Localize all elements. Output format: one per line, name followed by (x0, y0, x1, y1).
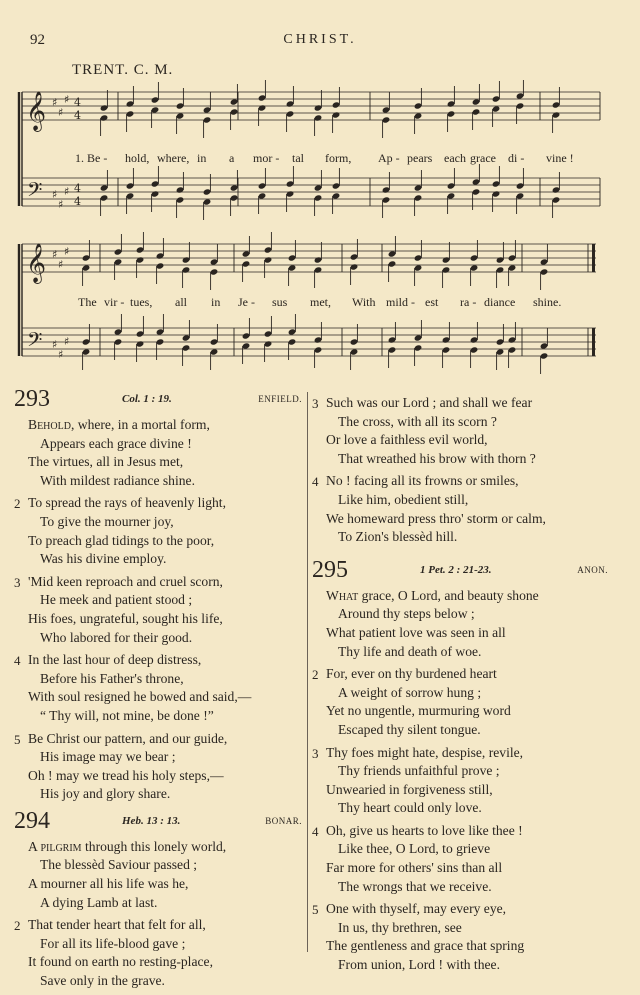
line-text: The virtues, all in Jesus met, (28, 454, 184, 470)
hymn-line (312, 799, 612, 818)
line-text: Oh, give us hearts to love like thee ! (326, 822, 523, 838)
line-text: A weight of sorrow hung ; (338, 684, 482, 700)
right-column (312, 386, 612, 979)
key-sharp: ♯ (58, 198, 64, 211)
bass-clef: 𝄢 (27, 178, 43, 206)
lyric-syllable: Je - (238, 295, 255, 309)
hymn-line (312, 878, 612, 897)
key-sharp: ♯ (52, 338, 58, 351)
hymn-line (312, 822, 612, 841)
key-sharp: ♯ (64, 185, 70, 198)
hymn-line (312, 624, 612, 643)
key-sharp: ♯ (52, 96, 58, 109)
column-divider (307, 392, 308, 952)
left-column (14, 386, 306, 995)
treble-clef: 𝄞 (26, 91, 47, 131)
hymn-number: 293 (14, 386, 50, 412)
hymn-line (312, 605, 612, 624)
hymn-line (14, 707, 306, 726)
hymn-line (14, 670, 306, 689)
line-text: The gentleness and grace that spring (326, 938, 525, 954)
line-text: One with thyself, may every eye, (326, 901, 507, 917)
lyric-syllable: With (352, 295, 376, 309)
hymn-line (14, 513, 306, 532)
hymn-line (312, 721, 612, 740)
hymn-line (312, 510, 612, 529)
hymn-line (312, 900, 612, 919)
hymn-line (312, 665, 612, 684)
key-sharp: ♯ (64, 93, 70, 106)
line-text: Unwearied in forgiveness still, (326, 781, 493, 797)
line-text: To preach glad tidings to the poor, (28, 532, 215, 548)
line-text: Escaped thy silent tongue. (338, 721, 481, 737)
scripture-reference: 1 Pet. 2 : 21-23. (420, 563, 492, 576)
line-text: For all its life-blood gave ; (40, 935, 186, 951)
hymn-line (14, 573, 306, 592)
stanza-number: 4 (312, 823, 319, 839)
hymn-line (312, 781, 612, 800)
line-text: Before his Father's throne, (40, 670, 184, 686)
hymn-line (14, 688, 306, 707)
time-sig: 4 (74, 109, 81, 122)
hymn-number: 294 (14, 807, 50, 834)
hymn-294-continued (312, 386, 612, 547)
key-sharp: ♯ (52, 248, 58, 261)
hymn-line (312, 859, 612, 878)
hymn-line (14, 591, 306, 610)
hymn-line (14, 435, 306, 454)
hymn-line (14, 550, 306, 569)
line-text: That tender heart that felt for all, (28, 917, 206, 933)
line-text: Thy life and death of woe. (338, 643, 482, 659)
hymn-line (14, 748, 306, 767)
line-text: The cross, with all its scorn ? (338, 413, 497, 429)
line-text: To Zion's blessèd hill. (338, 529, 458, 545)
lyric-syllable: shine. (533, 295, 562, 309)
lyric-syllable: in (197, 151, 207, 165)
treble-clef: 𝄞 (26, 243, 47, 283)
line-text: In the last hour of deep distress, (28, 652, 202, 668)
lyric-syllable: pears (407, 151, 433, 165)
scripture-reference: Heb. 13 : 13. (122, 814, 181, 827)
stanza (14, 651, 306, 725)
line-text: Who labored for their good. (40, 629, 193, 645)
line-text: Like thee, O Lord, to grieve (338, 841, 491, 857)
final-barline (592, 244, 595, 272)
hymn-line (14, 532, 306, 551)
hymn-line (14, 610, 306, 629)
music-score (0, 80, 640, 390)
hymn-line (14, 730, 306, 749)
time-sig: 4 (74, 96, 81, 109)
stanza (14, 916, 306, 990)
hymn-line (14, 472, 306, 491)
hymn-number: 295 (312, 556, 348, 583)
line-text: That wreathed his brow with thorn ? (338, 450, 536, 466)
stanza-number: 5 (312, 902, 319, 918)
key-sharp: ♯ (58, 348, 64, 361)
stanza (14, 573, 306, 647)
lyric-syllable: Ap - (378, 151, 400, 165)
stanza (312, 822, 612, 896)
line-text: To give the mourner joy, (40, 513, 174, 529)
first-word: A pilgrim (28, 838, 82, 854)
hymn-line (14, 894, 306, 913)
lyric-syllable: grace (470, 151, 496, 165)
line-text: Thy heart could only love. (338, 800, 482, 816)
hymn-line (312, 744, 612, 763)
line-text: In us, thy brethren, see (338, 919, 462, 935)
line-text: Yet no ungentle, murmuring word (326, 703, 511, 719)
stanza-number: 2 (312, 667, 319, 683)
lyric-syllable: vine ! (546, 151, 574, 165)
hymn-line (312, 491, 612, 510)
time-sig: 4 (74, 182, 81, 195)
lyric-syllable: all (175, 295, 187, 309)
stanza (312, 900, 612, 974)
line-text: His image may we bear ; (40, 749, 176, 765)
hymn-line (312, 684, 612, 703)
stanza (312, 587, 612, 661)
line-text: It found on earth no resting-place, (28, 954, 213, 970)
lyric-syllable: di - (508, 151, 525, 165)
stanza (14, 416, 306, 490)
running-title: CHRIST. (283, 32, 357, 47)
lyric-syllable: 1. Be - (75, 151, 108, 165)
key-sharp: ♯ (64, 335, 70, 348)
hymn-line (14, 494, 306, 513)
hymn-line (312, 956, 612, 975)
line-text: From union, Lord ! with thee. (338, 957, 500, 973)
hymn-line (312, 528, 612, 547)
stanza (312, 394, 612, 468)
line-text: Like him, obedient still, (338, 491, 469, 507)
hymn-author: BONAR. (265, 815, 302, 826)
lyric-syllable: est (425, 295, 439, 309)
line-text: A mourner all his life was he, (28, 876, 189, 892)
stanza (312, 665, 612, 739)
lyric-syllable: tal (292, 151, 304, 165)
stanza-number: 5 (14, 731, 21, 747)
stanza-number: 4 (312, 474, 319, 490)
stanza (312, 744, 612, 818)
stanza-number: 2 (14, 918, 21, 934)
line-text: His joy and glory share. (40, 786, 171, 802)
line-text: Far more for others' sins than all (326, 860, 503, 876)
line-text: The blessèd Saviour passed ; (40, 857, 198, 873)
lyric-syllable: vir - (104, 295, 125, 309)
hymn-line (14, 838, 306, 857)
stanza (14, 494, 306, 568)
line-text: Thy foes might hate, despise, revile, (326, 744, 524, 760)
hymn-line (14, 785, 306, 804)
first-word: What (326, 587, 359, 603)
key-sharp: ♯ (58, 258, 64, 271)
line-text: Thy friends unfaithful prove ; (338, 763, 500, 779)
hymn-line (14, 935, 306, 954)
stanza-number: 4 (14, 653, 21, 669)
line-text: He meek and patient stood ; (40, 592, 193, 608)
lyric-syllable: diance (484, 295, 516, 309)
stanza-number: 3 (312, 745, 319, 761)
hymn-line (312, 394, 612, 413)
hymn-line (14, 416, 306, 435)
stanza (312, 472, 612, 546)
line-text: To spread the rays of heavenly light, (28, 495, 226, 511)
key-sharp: ♯ (52, 188, 58, 201)
lyric-syllable: where, (157, 151, 190, 165)
line-text: Appears each grace divine ! (40, 435, 192, 451)
lyric-syllable: form, (325, 151, 352, 165)
lyric-syllable: ra - (460, 295, 477, 309)
lyric-syllable: a (229, 151, 235, 165)
key-sharp: ♯ (64, 245, 70, 258)
stanza (14, 838, 306, 912)
key-sharp: ♯ (58, 106, 64, 119)
hymn-295 (312, 557, 612, 975)
lyric-syllable: in (211, 295, 221, 309)
line-text: , where, in a mortal form, (70, 417, 210, 432)
scripture-reference: Col. 1 : 19. (122, 393, 172, 405)
line-text: Be Christ our pattern, and our guide, (28, 730, 228, 746)
line-text: The wrongs that we receive. (338, 878, 492, 894)
bass-clef: 𝄢 (27, 328, 43, 356)
hymn-author: ENFIELD. (258, 394, 302, 404)
lyric-syllable: sus (272, 295, 288, 309)
line-text: “ Thy will, not mine, be done !” (40, 707, 214, 723)
hymn-heading (14, 808, 306, 838)
hymn-line (312, 472, 612, 491)
stanza-number: 3 (312, 396, 319, 411)
hymn-line (312, 450, 612, 469)
lyric-syllable: mild - (386, 295, 415, 309)
line-text: For, ever on thy burdened heart (326, 666, 497, 682)
page-header (0, 32, 640, 52)
line-text: Such was our Lord ; and shall we fear (326, 395, 533, 410)
hymn-line (312, 643, 612, 662)
line-text: A dying Lamb at last. (40, 894, 158, 910)
tune-name: TRENT. C. M. (72, 62, 174, 78)
line-text: No ! facing all its frowns or smiles, (326, 473, 519, 489)
lyric-syllable: met, (310, 295, 331, 309)
hymn-line (14, 629, 306, 648)
hymn-294 (14, 808, 306, 991)
line-text: Save only in the grave. (40, 973, 165, 989)
lyric-syllable: hold, (125, 151, 150, 165)
final-barline (592, 328, 595, 356)
hymn-heading (312, 557, 612, 587)
line-text: through this lonely world, (81, 838, 227, 854)
hymn-line (312, 587, 612, 606)
hymn-line (14, 875, 306, 894)
hymn-293 (14, 386, 306, 804)
lyric-syllable: each (444, 151, 466, 165)
line-text: With mildest radiance shine. (40, 472, 195, 488)
line-text: grace, O Lord, and beauty shone (358, 587, 539, 603)
line-text: We homeward press thro' storm or calm, (326, 510, 546, 526)
line-text: What patient love was seen in all (326, 624, 506, 640)
hymn-line (312, 919, 612, 938)
hymn-line (14, 651, 306, 670)
hymn-line (312, 840, 612, 859)
hymn-line (14, 916, 306, 935)
hymn-line (14, 767, 306, 786)
hymn-author: ANON. (577, 564, 608, 575)
hymn-line (312, 413, 612, 432)
hymn-line (14, 453, 306, 472)
line-text: 'Mid keen reproach and cruel scorn, (28, 573, 223, 589)
hymn-line (312, 702, 612, 721)
lyric-syllable: tues, (130, 295, 153, 309)
lyric-syllable: The (78, 295, 97, 309)
hymn-heading (14, 386, 306, 416)
first-word: Behold (28, 417, 71, 432)
line-text: Oh ! may we tread his holy steps,— (28, 767, 224, 783)
stanza-number: 2 (14, 496, 21, 512)
line-text: Was his divine employ. (40, 551, 167, 567)
stanza-number: 3 (14, 574, 21, 590)
hymn-line (14, 953, 306, 972)
time-sig: 4 (74, 195, 81, 208)
hymn-line (312, 937, 612, 956)
line-text: His foes, ungrateful, sought his life, (28, 610, 223, 626)
page-number: 92 (30, 32, 45, 48)
stanza (14, 730, 306, 804)
lyric-syllable: mor - (253, 151, 280, 165)
hymn-line (14, 972, 306, 991)
line-text: Around thy steps below ; (338, 606, 475, 622)
hymn-line (14, 856, 306, 875)
line-text: With soul resigned he bowed and said,— (28, 689, 252, 705)
line-text: Or love a faithless evil world, (326, 432, 488, 448)
hymn-line (312, 431, 612, 450)
score-svg (0, 80, 640, 390)
hymn-line (312, 762, 612, 781)
